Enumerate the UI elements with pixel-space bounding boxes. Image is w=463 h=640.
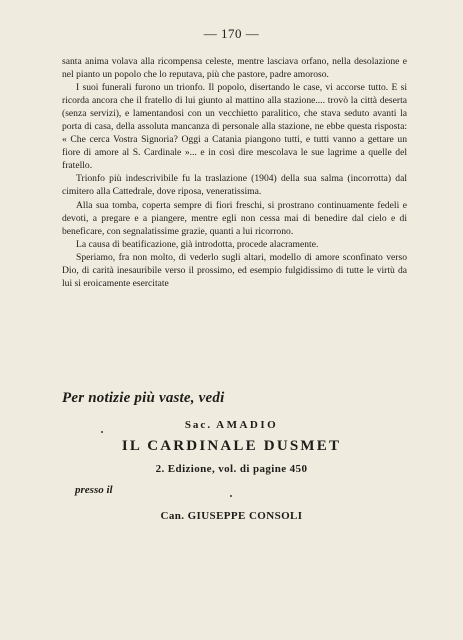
page-number: — 170 — [203,26,260,41]
advert-presso: presso il [75,484,113,496]
paragraph-translation: Trionfo più indescrivibile fu la traslazione (1904) della sua salma (incorrotta) dal cimitero alla Cattedrale, dove riposa, veneratissima. [62,173,407,198]
author-prefix: Sac. [184,419,213,431]
advert-author [0,419,463,431]
paragraph-beatification: La causa di beatificazione, già introdotta, procede alacramente. [76,238,319,250]
print-speck [101,431,103,433]
author-name: AMADIO [216,419,279,431]
advert-book-title: IL CARDINALE DUSMET [121,438,342,454]
advert-publisher: Can. GIUSEPPE CONSOLI [160,510,303,522]
paragraph-continuation: santa anima volava alla ricompensa celeste, mentre lasciava orfano, nella desolazione e nel pianto un popolo che lo reputava, più che pastore, padre amoroso. [62,56,407,81]
paragraph-hope: Speriamo, fra non molto, di vederlo sugli altari, modello di amore sconfinato verso Dio, di carità inesauribile verso il prossimo, ed esempio fulgidissimo di tutte le virtù da lui si eroicamente esercitate [62,251,407,289]
advert-lead: Per notizie più vaste, vedi [62,390,225,406]
paragraph-funerals: I suoi funerali furono un trionfo. Il popolo, disertando le case, vi accorse tutto. E si ricorda ancora che il fratello di lui giunto al mattino alla stazione.... trovò la città deserta (senza servizi), e lamentandosi con un vecchietto paralitico, che stava seduto avanti la porta di casa, della assoluta mancanza di personale alla stazione, ne ebbe questa risposta: « Che cerca Vostra Signoria? Oggi a Catania piangono tutti, e tutti vanno a gettare un fiore di amore al S. Cardinale »... e in così dire mescolava le sue lagrime a quelle del fratello. [62,82,407,172]
paragraph-tomb: Alla sua tomba, coperta sempre di fiori freschi, si prostrano continuamente fedeli e devoti, a pregare e a piangere, mentre egli non cessa mai di benedire dal cielo e di beneficare, con segnalatissime grazie, quanti a lui ricorrono. [62,199,407,237]
advert-edition: 2. Edizione, vol. di pagine 450 [155,463,308,475]
body-text [62,55,407,290]
print-speck [230,495,232,497]
